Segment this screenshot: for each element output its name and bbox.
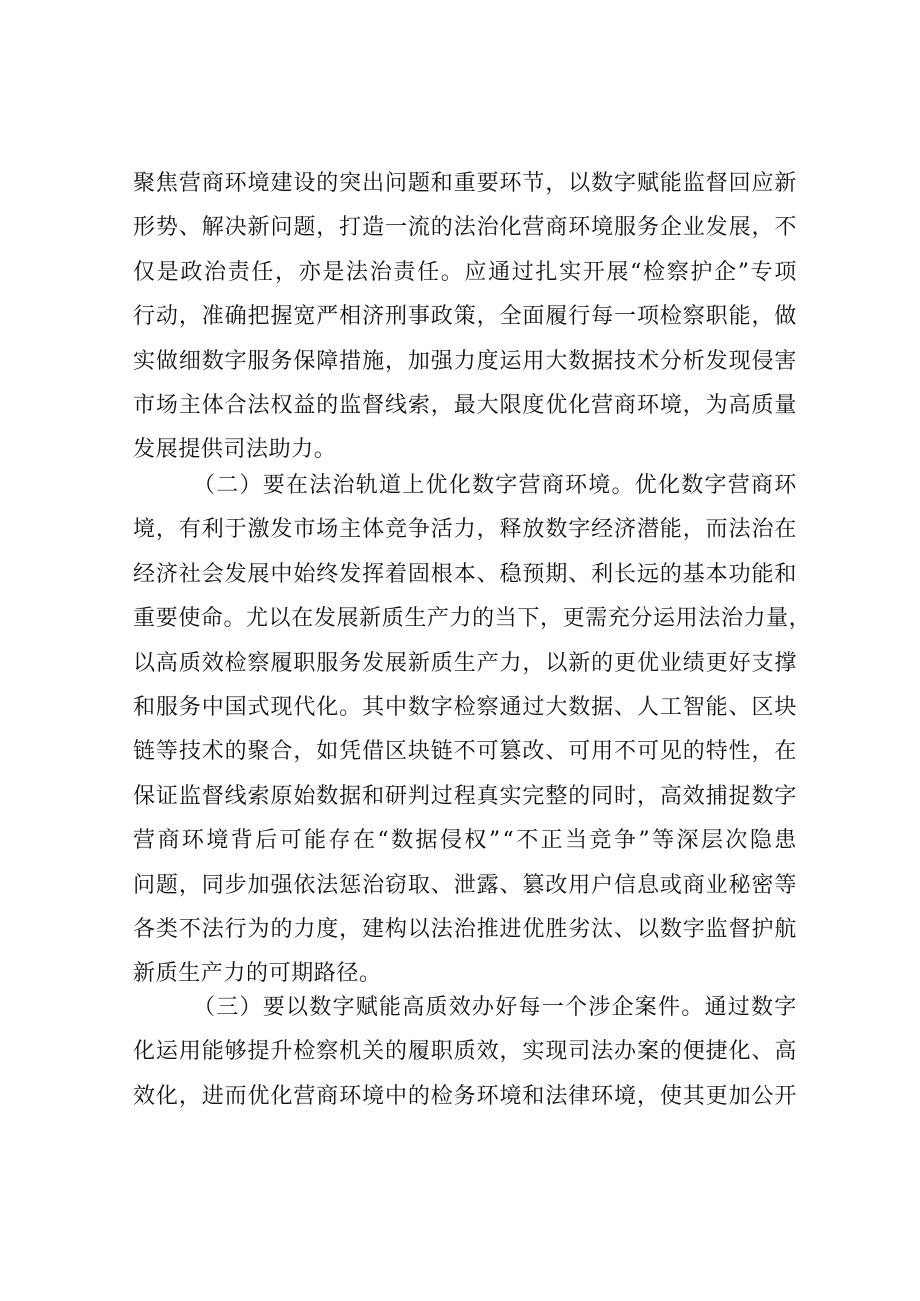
paragraph-2 [133,464,812,997]
text-line: 效 化 ， 进 而 优 化 营 商 环 境 中 的 检 务 环 境 和 法 律 环 境 ， 使 其 更 加 公 开 [133,1083,797,1109]
text-line: 营 商 环 境 背 后 可 能 存 在 “ 数 据 侵 权 ” “ 不 正 当 竞 争 ” 等 深 层 次 隐 患 [133,828,797,854]
text-line: 聚 焦 营 商 环 境 建 设 的 突 出 问 题 和 重 要 环 节 ， 以 数 字 赋 能 监 督 回 应 新 [133,171,797,196]
text-line: 化 运 用 能 够 提 升 检 察 机 关 的 履 职 质 效 ， 实 现 司 法 办 案 的 便 捷 化 、 高 [133,1039,797,1065]
text-line: 境 ， 有 利 于 激 发 市 场 主 体 竞 争 活 力 ， 释 放 数 字 经 济 潜 能 ， 而 法 治 在 [133,517,797,543]
paragraph-3 [133,986,797,1119]
text-line: 以 高 质 效 检 察 履 职 服 务 发 展 新 质 生 产 力 ， 以 新 的 更 优 业 绩 更 好 支 撑 [133,650,797,676]
text-line: （ 二 ） 要 在 法 治 轨 道 上 优 化 数 字 营 商 环 境 。 优 化 数 字 营 商 环 [193,473,797,498]
text-line: 新质生产力的可期路径。 [133,961,382,987]
text-line: （ 三 ） 要 以 数 字 赋 能 高 质 效 办 好 每 一 个 涉 企 案 件 。 通 过 数 字 [193,995,797,1020]
text-line: 和 服 务 中 国 式 现 代 化 。 其 中 数 字 检 察 通 过 大 数 据 、 人 工 智 能 、 区 块 [133,694,797,720]
text-line: 各 类 不 法 行 为 的 力 度 ， 建 构 以 法 治 推 进 优 胜 劣 汰 、 以 数 字 监 督 护 航 [133,916,797,942]
text-line: 形 势 、 解 决 新 问 题 ， 打 造 一 流 的 法 治 化 营 商 环 境 服 务 企 业 发 展 ， 不 [133,215,797,241]
text-line: 重 要 使 命 。 尤 以 在 发 展 新 质 生 产 力 的 当 下 ， 更 需 充 分 运 用 法 治 力 量 ， [133,606,812,632]
text-line: 行 动 ， 准 确 把 握 宽 严 相 济 刑 事 政 策 ， 全 面 履 行 每 一 项 检 察 职 能 ， 做 [133,304,797,330]
text-line: 市 场 主 体 合 法 权 益 的 监 督 线 索 ， 最 大 限 度 优 化 营 商 环 境 ， 为 高 质 量 [133,392,797,418]
text-line: 链 等 技 术 的 聚 合 ， 如 凭 借 区 块 链 不 可 篡 改 、 可 用 不 可 见 的 特 性 ， 在 [133,739,797,765]
text-line: 实 做 细 数 字 服 务 保 障 措 施 ， 加 强 力 度 运 用 大 数 据 技 术 分 析 发 现 侵 害 [133,348,797,374]
text-line: 保 证 监 督 线 索 原 始 数 据 和 研 判 过 程 真 实 完 整 的 同 时 ， 高 效 捕 捉 数 字 [133,783,797,809]
text-line: 问 题 ， 同 步 加 强 依 法 惩 治 窃 取 、 泄 露 、 篡 改 用 户 信 息 或 商 业 秘 密 等 [133,872,797,898]
paragraph-1 [133,162,797,473]
text-line: 仅 是 政 治 责 任 ， 亦 是 法 治 责 任 。 应 通 过 扎 实 开 展 “ 检 察 护 企 ” 专 项 [133,259,797,285]
text-line: 经 济 社 会 发 展 中 始 终 发 挥 着 固 根 本 、 稳 预 期 、 利 长 远 的 基 本 功 能 和 [133,561,797,587]
text-line: 发展提供司法助力。 [133,437,337,463]
